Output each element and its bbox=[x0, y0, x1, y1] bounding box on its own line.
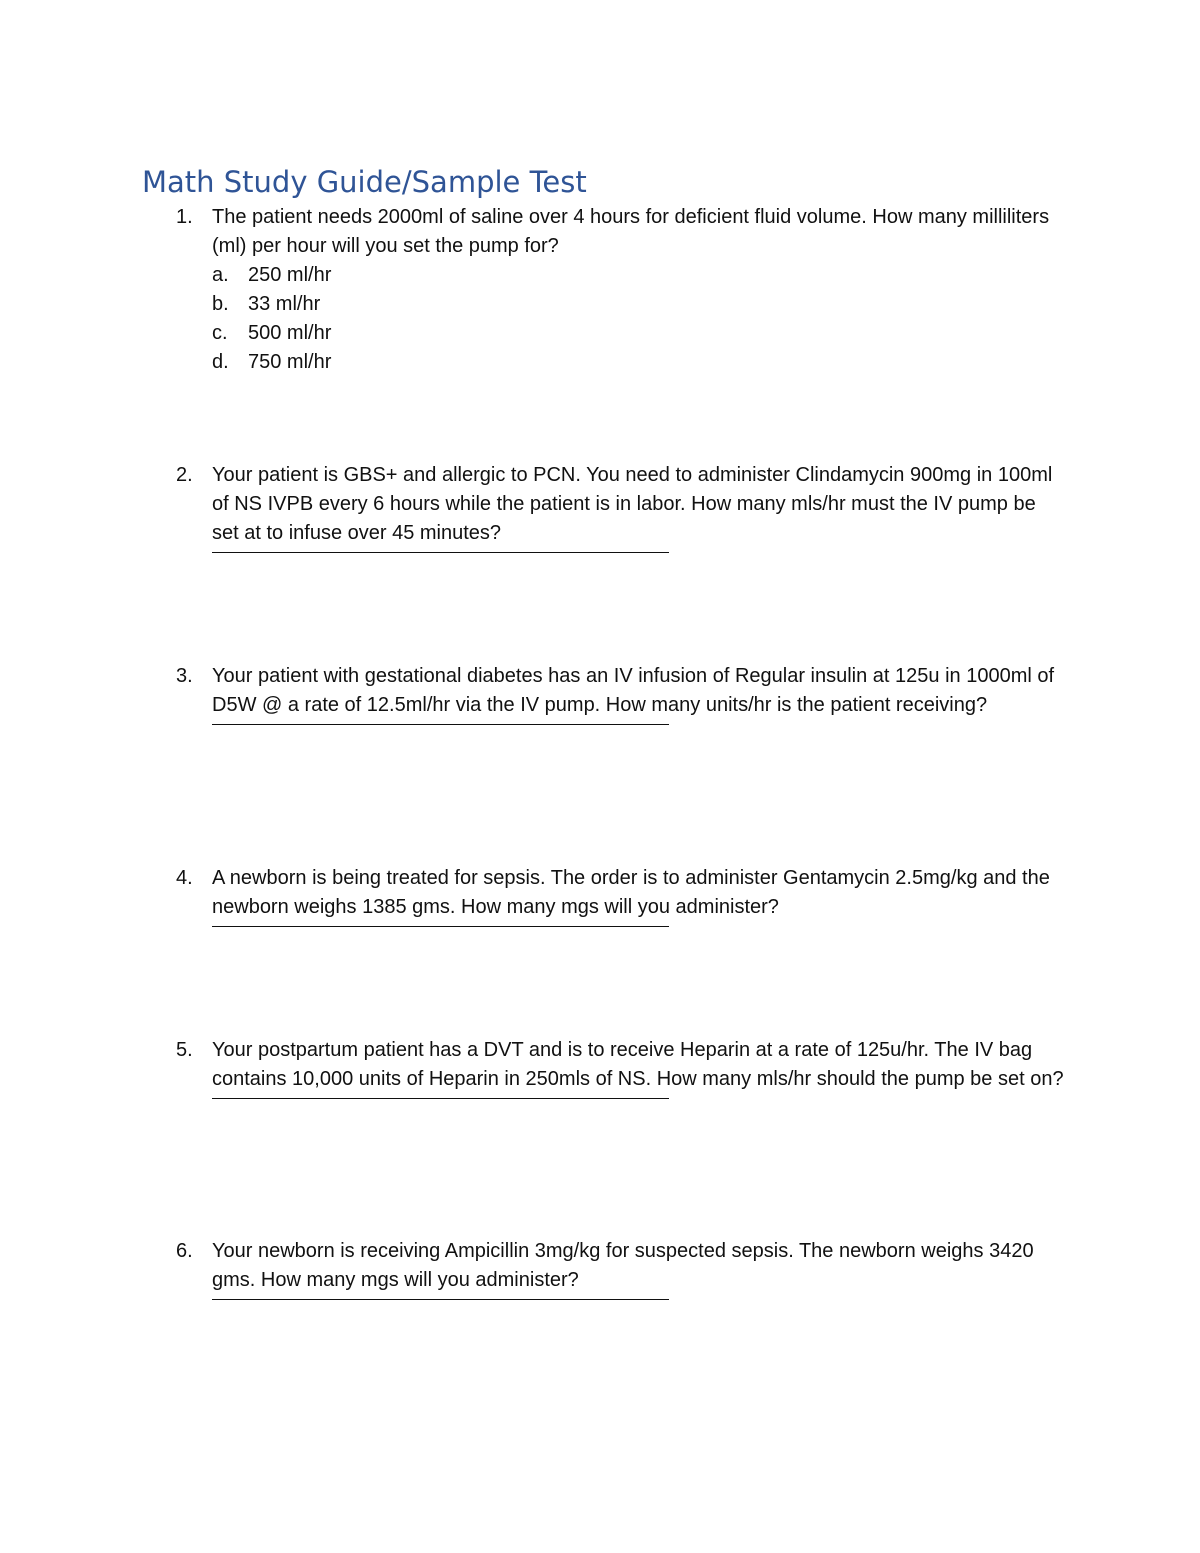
option-letter: d. bbox=[212, 351, 229, 373]
question-number: 3. bbox=[176, 665, 193, 687]
question-text: A newborn is being treated for sepsis. The order is to administer Gentamycin 2.5mg/kg and the newborn weighs 1385 gms. How many mgs will you administer? bbox=[212, 867, 1050, 918]
answer-blank-line[interactable] bbox=[212, 1299, 669, 1300]
question-5 bbox=[176, 1036, 1066, 1099]
question-2 bbox=[176, 461, 1066, 553]
answer-option-d[interactable] bbox=[212, 348, 1066, 377]
question-text: Your postpartum patient has a DVT and is to receive Heparin at a rate of 125u/hr. The IV bag contains 10,000 units of Heparin in 250mls of NS. How many mls/hr should the pump be set on? bbox=[212, 1039, 1064, 1090]
question-6 bbox=[176, 1237, 1066, 1300]
question-text: The patient needs 2000ml of saline over 4 hours for deficient fluid volume. How many milliliters (ml) per hour will you set the pump for? bbox=[212, 206, 1050, 257]
option-text: 33 ml/hr bbox=[248, 293, 321, 315]
question-number: 1. bbox=[176, 206, 193, 228]
option-letter: b. bbox=[212, 293, 229, 315]
option-letter: a. bbox=[212, 264, 229, 286]
option-text: 500 ml/hr bbox=[248, 322, 332, 344]
answer-blank-line[interactable] bbox=[212, 552, 669, 553]
question-number: 5. bbox=[176, 1039, 193, 1061]
answer-blank-line[interactable] bbox=[212, 926, 669, 927]
question-text: Your patient is GBS+ and allergic to PCN. You need to administer Clindamycin 900mg in 100ml of NS IVPB every 6 hours while the patient is in labor. How many mls/hr must the IV pump be set at to infuse over 45 minutes? bbox=[212, 464, 1053, 544]
question-4 bbox=[176, 864, 1066, 927]
question-text: Your patient with gestational diabetes has an IV infusion of Regular insulin at 125u in 1000ml of D5W @ a rate of 12.5ml/hr via the IV pump. How many units/hr is the patient receiving? bbox=[212, 665, 1055, 716]
answer-option-a[interactable] bbox=[212, 261, 1066, 290]
question-text: Your newborn is receiving Ampicillin 3mg/kg for suspected sepsis. The newborn weighs 3420 gms. How many mgs will you administer? bbox=[212, 1240, 1034, 1291]
answer-blank-line[interactable] bbox=[212, 724, 669, 725]
answer-option-c[interactable] bbox=[212, 319, 1066, 348]
option-letter: c. bbox=[212, 322, 228, 344]
document-title: Math Study Guide/Sample Test bbox=[142, 165, 587, 199]
option-text: 750 ml/hr bbox=[248, 351, 332, 373]
question-number: 2. bbox=[176, 464, 193, 486]
answer-blank-line[interactable] bbox=[212, 1098, 669, 1099]
question-number: 4. bbox=[176, 867, 193, 889]
question-number: 6. bbox=[176, 1240, 193, 1262]
option-text: 250 ml/hr bbox=[248, 264, 332, 286]
answer-option-b[interactable] bbox=[212, 290, 1066, 319]
question-1 bbox=[176, 203, 1066, 377]
question-3 bbox=[176, 662, 1066, 725]
answer-options bbox=[176, 261, 1066, 377]
